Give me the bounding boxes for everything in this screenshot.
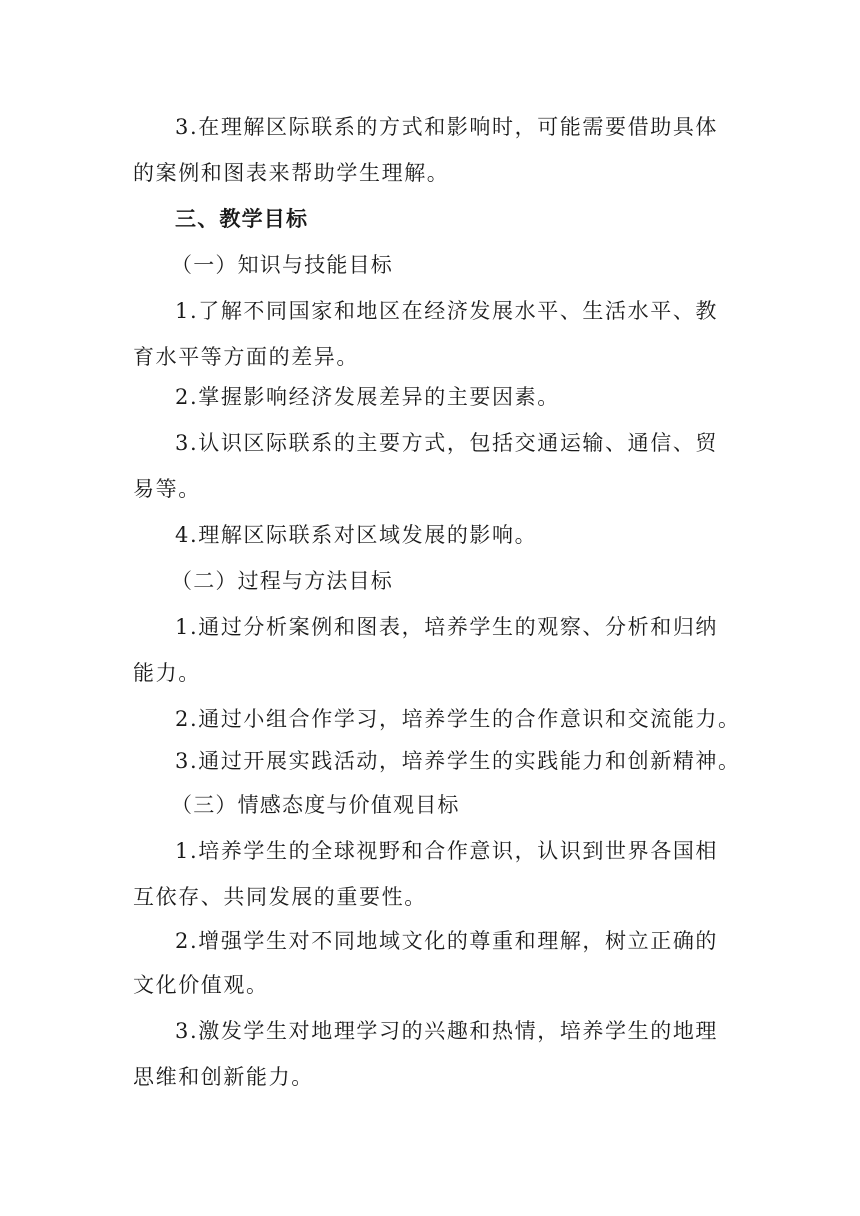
paragraph-line: 3.认识区际联系的主要方式，包括交通运输、通信、贸 — [175, 431, 719, 455]
paragraph-line: 能力。 — [133, 661, 201, 685]
paragraph-line: 易等。 — [133, 477, 201, 501]
paragraph-line: 思维和创新能力。 — [133, 1065, 314, 1089]
paragraph-line: 4.理解区际联系对区域发展的影响。 — [175, 523, 538, 547]
paragraph-line: 2.掌握影响经济发展差异的主要因素。 — [175, 385, 560, 409]
paragraph-line: 育水平等方面的差异。 — [133, 345, 359, 369]
subsection-heading: （一）知识与技能目标 — [171, 253, 393, 277]
subsection-heading: （二）过程与方法目标 — [171, 569, 393, 593]
paragraph-line: 1.了解不同国家和地区在经济发展水平、生活水平、教 — [175, 299, 719, 323]
paragraph-line: 2.通过小组合作学习，培养学生的合作意识和交流能力。 — [175, 707, 741, 731]
paragraph-line: 2.增强学生对不同地域文化的尊重和理解，树立正确的 — [175, 929, 719, 953]
subsection-heading: （三）情感态度与价值观目标 — [171, 793, 460, 817]
paragraph-line: 1.通过分析案例和图表，培养学生的观察、分析和归纳 — [175, 615, 719, 639]
paragraph-line: 3.通过开展实践活动，培养学生的实践能力和创新精神。 — [175, 749, 741, 773]
paragraph-line: 1.培养学生的全球视野和合作意识，认识到世界各国相 — [175, 839, 719, 863]
paragraph-line: 文化价值观。 — [133, 973, 269, 997]
section-heading: 三、教学目标 — [175, 207, 309, 231]
paragraph-line: 互依存、共同发展的重要性。 — [133, 885, 427, 909]
paragraph-line: 的案例和图表来帮助学生理解。 — [133, 161, 450, 185]
paragraph-line: 3.激发学生对地理学习的兴趣和热情，培养学生的地理 — [175, 1019, 719, 1043]
paragraph-line: 3.在理解区际联系的方式和影响时，可能需要借助具体 — [175, 115, 719, 139]
